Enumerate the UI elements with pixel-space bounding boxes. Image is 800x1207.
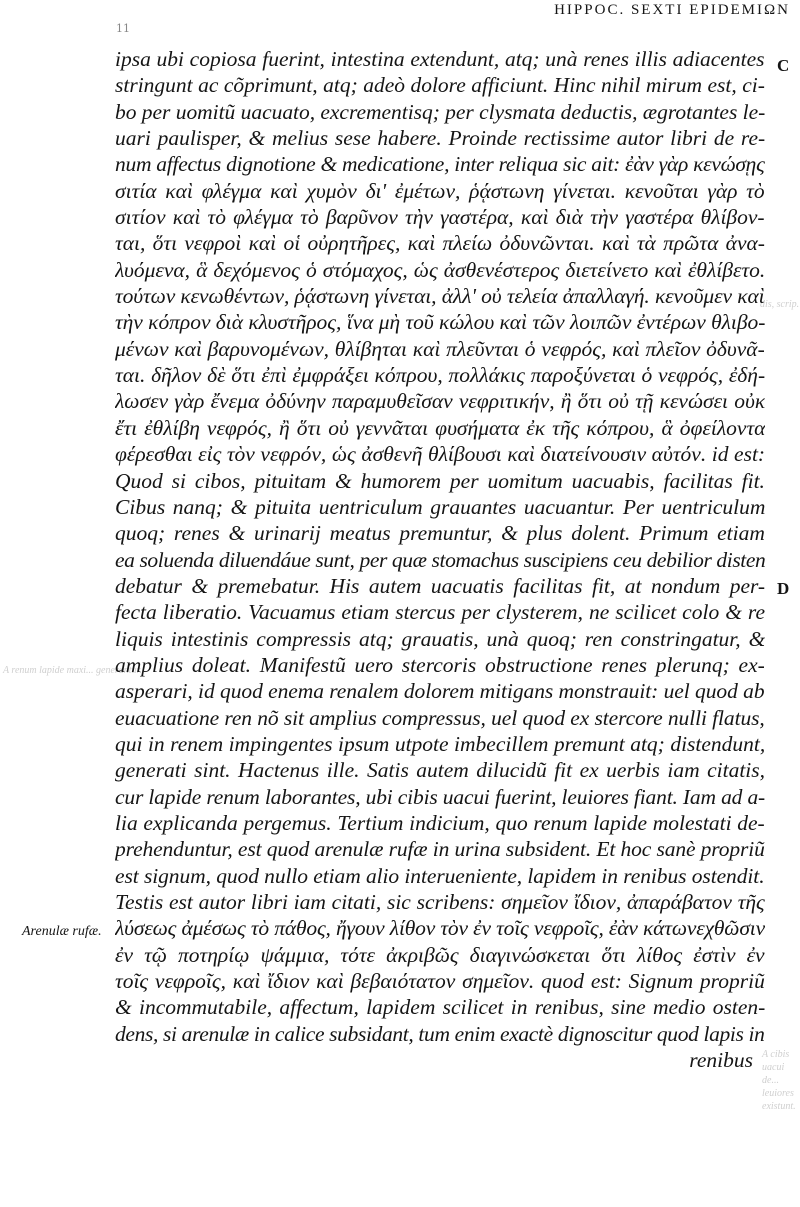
- text-line: ἐν τῷ ποτηρίῳ ψάμμια, τότε ἀκριβῶς διαγινώσκεται ὅτι λίθος ἐστὶν ἐν: [115, 942, 765, 967]
- text-line: λυόμενα, ἃ δεχόμενος ὁ στόμαχος, ὡς ἀσθενέστερος διετείνετο καὶ ἐθλίβετο.: [115, 257, 765, 282]
- show-through-text: dis, scrip.: [760, 299, 800, 310]
- text-line: φέρεσθαι εἰς τὸν νεφρόν, ὡς ἀσθενῆ θλίβουσι καὶ διατείνουσιν αὐτόν. id est:: [115, 442, 765, 467]
- text-line: τούτων κενωθέντων, ῥᾴστωνη γίνεται, ἀλλ' οὐ τελεία ἀπαλλαγή. κενοῦμεν καὶ: [115, 284, 765, 309]
- text-line: ἔτι ἐθλίβη νεφρός, ἢ ὅτι οὐ γεννᾶται φυσήματα ἐκ τῆς κόπρου, ἃ ὀφείλοντα: [115, 415, 765, 440]
- text-line: fecta liberatio. Vacuamus etiam stercus per clysterem, ne scilicet colo & re: [115, 600, 765, 625]
- show-through-text: A cibis uacui de... leuiores existunt.: [762, 1049, 796, 1112]
- text-line: est signum, quod nullo etiam alio interueniente, lapidem in renibus ostendit.: [115, 863, 765, 888]
- text-line: cur lapide renum laborantes, ubi cibis uacui fuerint, leuiores fiant. Iam ad a-: [115, 784, 765, 809]
- margin-letter-c: C: [777, 56, 790, 75]
- show-through-text: A renum lapide maxi... generantur.: [3, 665, 142, 676]
- text-line: σιτίον καὶ τὸ φλέγμα τὸ βαρῦνον τὴν γαστέρα, καὶ διὰ τὴν γαστέρα θλίβον-: [115, 205, 765, 230]
- text-line: asperari, id quod enema renalem dolorem mitigans monstrauit: uel quod ab: [115, 679, 765, 704]
- corner-mark: 11: [116, 22, 130, 35]
- text-line: prehenduntur, est quod arenulæ rufæ in urina subsident. Et hoc sanè propriũ: [115, 837, 765, 862]
- text-line: generati sint. Hactenus ille. Satis autem dilucidũ fit ex uerbis iam citatis,: [115, 758, 765, 783]
- body-text: [115, 46, 765, 1073]
- text-line: qui in renem impingentes ipsum utpote imbecillem premunt atq; distendunt,: [115, 731, 765, 756]
- text-line: uari paulisper, & melius sese habere. Proinde rectissime autor libri de re-: [115, 126, 765, 151]
- margin-letter-d: D: [777, 579, 790, 598]
- running-header: HIPPOC. SEXTI EPIDEMIΩN: [554, 2, 790, 18]
- text-line: amplius doleat. Manifestũ uero stercoris obstructione renes plerunq; ex-: [115, 652, 765, 677]
- text-line: ipsa ubi copiosa fuerint, intestina extendunt, atq; unà renes illis adiacentes: [115, 47, 765, 71]
- text-line: τοῖς νεφροῖς, καὶ ἴδιον καὶ βεβαιότατον σημεῖον. quod est: Signum propriũ: [115, 969, 765, 994]
- text-line: τὴν κόπρον διὰ κλυστῆρος, ἵνα μὴ τοῦ κώλου καὶ τῶν λοιπῶν ἐντέρων θλιβο-: [115, 310, 765, 335]
- text-line: ται. δῆλον δὲ ὅτι ἐπὶ ἐμφράξει κόπρου, πολλάκις παροξύνεται ὁ νεφρός, ἐδή-: [115, 363, 765, 388]
- text-line: Testis est autor libri iam citati, sic scribens: σημεῖον ἴδιον, ἀπαράβατον τῆς: [115, 890, 765, 914]
- text-line: ea soluenda diluendáue sunt, per quæ stomachus suscipiens ceu debilior disten: [115, 547, 765, 572]
- text-line: σιτία καὶ φλέγμα καὶ χυμὸν δι' ἐμέτων, ῥᾴστωνη γίνεται. κενοῦται γὰρ τὸ: [115, 178, 765, 203]
- text-line: μένων καὶ βαρυνομένων, θλίβηται καὶ πλεῦνται ὁ νεφρός, καὶ πλεῖον ὀδυνᾶ-: [115, 336, 765, 361]
- text-line: bo per uomitũ uacuato, excrementisq; per clysmata deductis, ægrotantes le-: [115, 99, 765, 124]
- text-line: ται, ὅτι νεφροὶ καὶ οἱ οὐρητῆρες, καὶ πλείω ὀδυνῶνται. καὶ τὰ πρῶτα ἀνα-: [115, 231, 765, 256]
- text-line: dens, si arenulæ in calice subsidant, tum enim exactè dignoscitur quod lapis in: [115, 1021, 765, 1046]
- text-line: stringunt ac cõprimunt, atq; adeò dolore afficiunt. Hinc nihil mirum est, ci-: [115, 73, 765, 98]
- text-line: liquis intestinis compressis atq; grauatis, unà quoq; ren constringatur, &: [115, 626, 765, 651]
- text-line: & incommutabile, affectum, lapidem scilicet in renibus, sine medio osten-: [115, 995, 765, 1020]
- text-line: num affectus dignotione & medicatione, inter reliqua sic ait: ἐὰν γὰρ κενώσῃς: [115, 152, 765, 177]
- text-line: Cibus nanq; & pituita uentriculum grauantes uacuantur. Per uentriculum: [115, 494, 765, 519]
- text-line: debatur & premebatur. His autem uacuatis facilitas fit, at nondum per-: [115, 573, 765, 598]
- text-line: quoq; renes & urinarij meatus premuntur, & plus dolent. Primum etiam: [115, 521, 765, 546]
- catchword: renibus: [689, 1048, 753, 1073]
- text-line: λύσεως ἀμέσως τὸ πάθος, ἤγουν λίθον τὸν ἐν τοῖς νεφροῖς, ἐὰν κάτωνεχθῶσιν: [115, 916, 765, 941]
- margin-note: Arenulæ rufæ.: [22, 924, 102, 939]
- text-line: λωσεν γὰρ ἔνεμα ὀδύνην παραμυθεῖσαν νεφριτικήν, ἢ ὅτι οὐ τῇ κενώσει οὐκ: [115, 389, 765, 414]
- text-line: euacuatione ren nõ sit amplius compressus, uel quod ex stercore nulli flatus,: [115, 705, 765, 730]
- text-line: Quod si cibos, pituitam & humorem per uomitum uacuabis, facilitas fit.: [115, 468, 765, 493]
- text-line: lia explicanda pergemus. Tertium indicium, quo renum lapide molestati de-: [115, 810, 765, 835]
